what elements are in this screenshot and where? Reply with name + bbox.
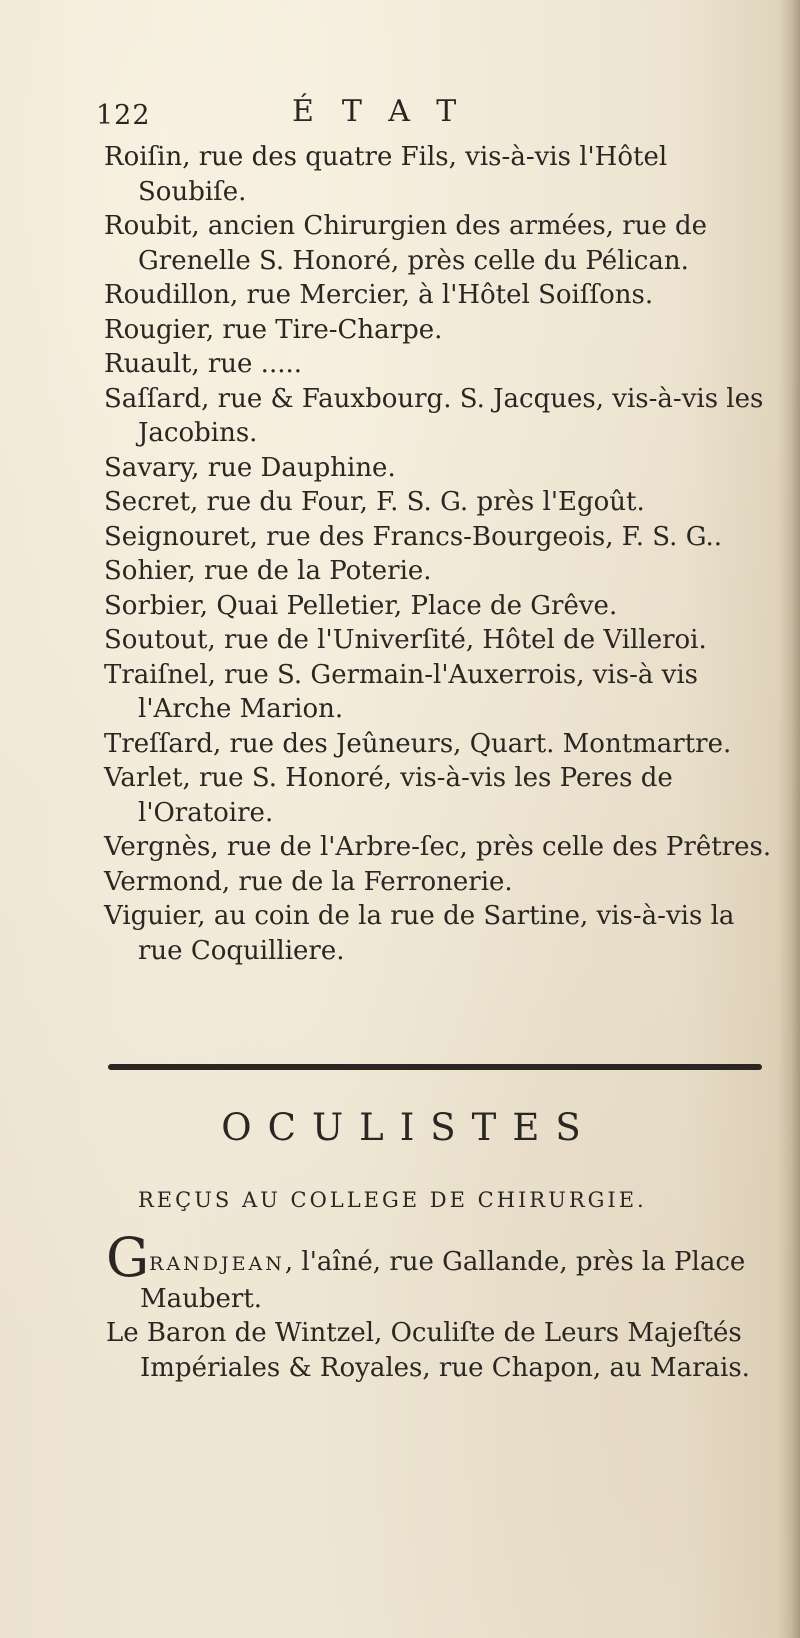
list-entry: Sorbier, Quai Pelletier, Place de Grêve. xyxy=(104,590,618,621)
running-title: ÉTAT xyxy=(292,94,485,129)
list-entry: Savary, rue Dauphine. xyxy=(104,452,396,483)
section-title: OCULISTES xyxy=(221,1106,597,1149)
list-entry: Roiſin, rue des quatre Fils, vis-à-vis l'Hôtel Soubiſe. xyxy=(104,142,668,207)
list-entry: Secret, rue du Four, F. S. G. près l'Egoût. xyxy=(104,487,645,517)
oculist-list xyxy=(106,1226,778,1385)
list-entry: Varlet, rue S. Honoré, vis-à-vis les Peres de l'Oratoire. xyxy=(104,763,673,828)
list-entry: Rougier, rue Tire-Charpe. xyxy=(104,314,443,345)
drop-cap: G xyxy=(106,1226,150,1289)
page-number: 122 xyxy=(96,100,151,131)
list-entry: Vergnès, rue de l'Arbre-ſec, près celle des Prêtres. xyxy=(104,832,772,862)
page-edge-shadow xyxy=(778,0,800,1638)
section-divider xyxy=(108,1064,762,1070)
list-entry: Roubit, ancien Chirurgien des armées, rue de Grenelle S. Honoré, près celle du Pélican. xyxy=(104,211,708,276)
list-entry: Le Baron de Wintzel, Oculiſte de Leurs Majeſtés Impériales & Royales, rue Chapon, au Marais. xyxy=(106,1318,750,1383)
list-entry: Sohier, rue de la Poterie. xyxy=(104,556,432,586)
list-entry-first xyxy=(106,1226,778,1316)
surgeon-list xyxy=(104,140,776,968)
list-entry: Treſſard, rue des Jeûneurs, Quart. Montmartre. xyxy=(104,728,732,759)
entry-text: , l'aîné, rue Gallande, près la Place Maubert. xyxy=(140,1247,746,1314)
list-entry: Soutout, rue de l'Univerſité, Hôtel de Villeroi. xyxy=(104,625,707,655)
entry-name-smallcaps: RANDJEAN xyxy=(149,1253,285,1275)
list-entry: Traiſnel, rue S. Germain-l'Auxerrois, vis-à vis l'Arche Marion. xyxy=(104,659,698,724)
list-entry: Roudillon, rue Mercier, à l'Hôtel Soiſſons. xyxy=(104,280,654,310)
section-subtitle: REÇUS AU COLLEGE DE CHIRURGIE. xyxy=(138,1188,647,1212)
list-entry: Viguier, au coin de la rue de Sartine, vis-à-vis la rue Coquilliere. xyxy=(104,901,735,966)
list-entry: Seignouret, rue des Francs-Bourgeois, F. S. G.. xyxy=(104,521,723,552)
page-header xyxy=(96,94,536,140)
list-entry: Vermond, rue de la Ferronerie. xyxy=(104,866,513,897)
list-entry: Saſſard, rue & Fauxbourg. S. Jacques, vis-à-vis les Jacobins. xyxy=(104,383,764,448)
list-entry: Ruault, rue ..... xyxy=(104,349,303,379)
